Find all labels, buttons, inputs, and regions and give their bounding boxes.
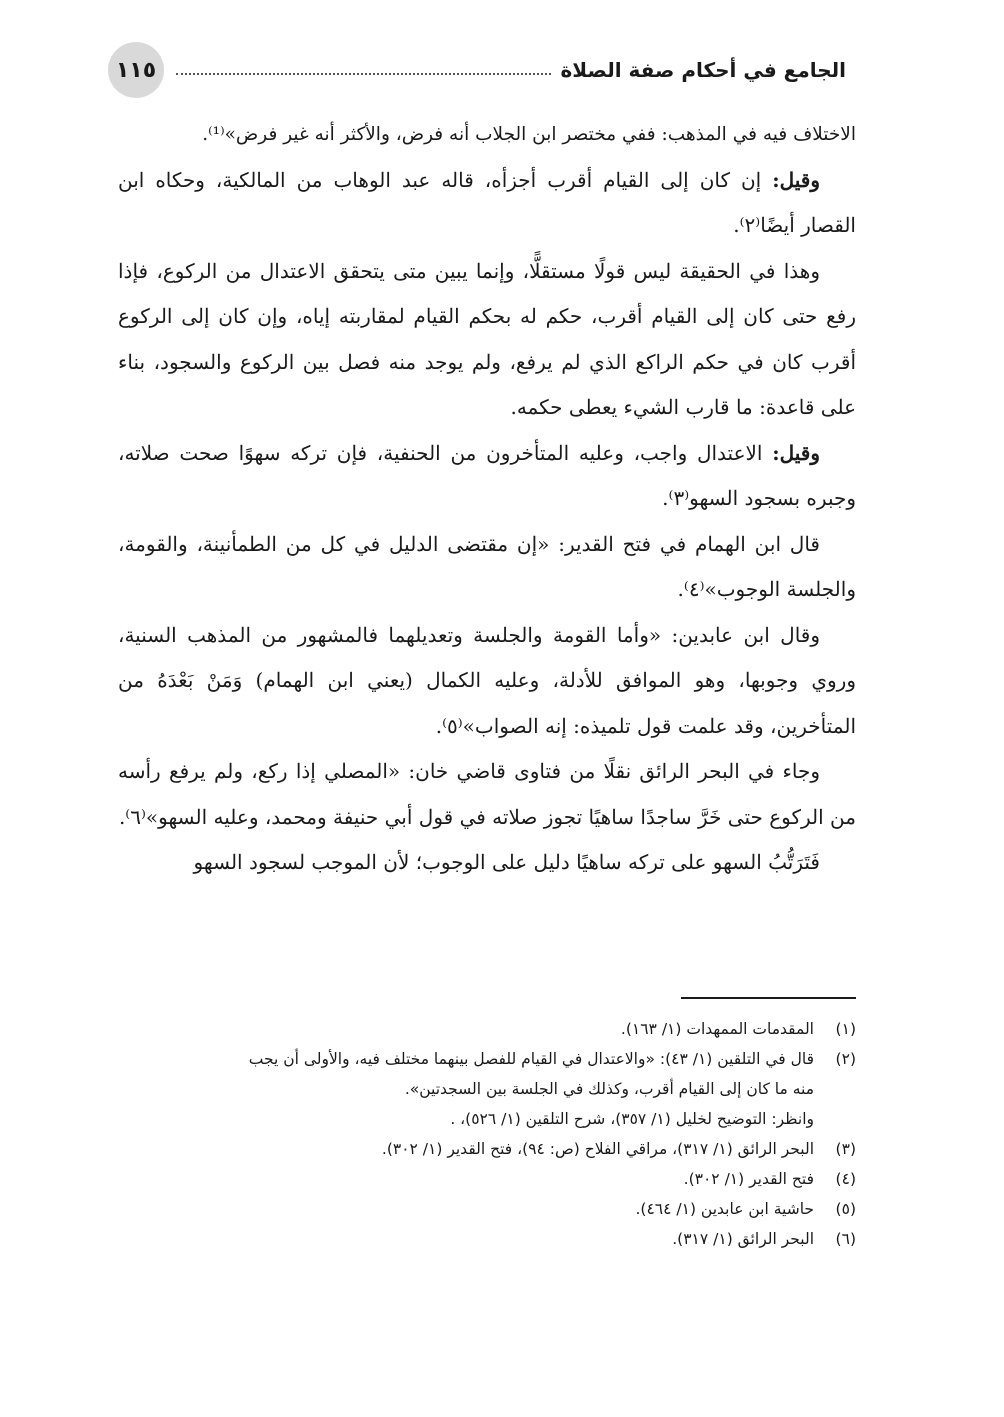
- footnote: [118, 1134, 856, 1164]
- footnote-text: [118, 1194, 814, 1224]
- footnote-line: منه ما كان إلى القيام أقرب، وكذلك في الجلسة بين السجدتين».: [404, 1080, 814, 1098]
- footnote-number: (١): [835, 1020, 856, 1038]
- main-text: [118, 112, 856, 886]
- footnotes: [118, 1014, 856, 1254]
- footnote-text: [118, 1224, 814, 1254]
- footnote-text: [118, 1014, 814, 1044]
- paragraph: وهذا في الحقيقة ليس قولًا مستقلًّا، وإنما يبين متى يتحقق الاعتدال من الركوع، فإذا رفع حتى كان إلى القيام أقرب، حكم له بحكم القيام لمقاربته إياه، وإن كان إلى الركوع أقرب كان في حكم الراكع الذي لم يرفع، ولم يوجد منه فصل بين الركوع والسجود، بناء على قاعدة: ما قارب الشيء يعطى حكمه.: [118, 258, 856, 419]
- footnote-line: البحر الرائق (١/ ٣١٧).: [672, 1230, 814, 1248]
- book-title: الجامع في أحكام صفة الصلاة: [560, 58, 846, 82]
- footnote: [118, 1224, 856, 1254]
- qila-label: وقيل:: [772, 167, 820, 192]
- running-header: [108, 42, 846, 98]
- footnote-text: [118, 1134, 814, 1164]
- footnote-line: البحر الرائق (١/ ٣١٧)، مراقي الفلاح (ص: ٩٤)، فتح القدير (١/ ٣٠٢).: [381, 1140, 814, 1158]
- paragraph-text: الاعتدال واجب، وعليه المتأخرون من الحنفية، فإن تركه سهوًا صحت صلاته، وجبره بسجود السهو⁽٣⁾.: [118, 440, 856, 510]
- paragraph: فَتَرَتُّبُ السهو على تركه ساهيًا دليل على الوجوب؛ لأن الموجب لسجود السهو: [193, 850, 820, 874]
- footnote: [118, 1164, 856, 1194]
- paragraph: [118, 431, 856, 522]
- footnote-line: قال في التلقين (١/ ٤٣): «والاعتدال في القيام للفصل بينهما مختلف فيه، والأولى أن يجب: [248, 1050, 814, 1068]
- footnote-line: حاشية ابن عابدين (١/ ٤٦٤).: [635, 1200, 814, 1218]
- footnote: [118, 1014, 856, 1044]
- footnote-number: (٢): [835, 1050, 856, 1068]
- footnote-number: (٣): [835, 1140, 856, 1158]
- paragraph: وجاء في البحر الرائق نقلًا من فتاوى قاضي خان: «المصلي إذا ركع، ولم يرفع رأسه من الركوع حتى خَرَّ ساجدًا ساهيًا تجوز صلاته في قول أبي حنيفة ومحمد، وعليه السهو»⁽٦⁾.: [118, 759, 856, 829]
- paragraph: [118, 158, 856, 249]
- footnote-text: [118, 1164, 814, 1194]
- footnote: [118, 1044, 856, 1134]
- footnote-line: المقدمات الممهدات (١/ ١٦٣).: [620, 1020, 814, 1038]
- footnote-text: [118, 1044, 814, 1134]
- footnote-line: فتح القدير (١/ ٣٠٢).: [683, 1170, 814, 1188]
- footnote-number: (٤): [835, 1170, 856, 1188]
- paragraph-text: إن كان إلى القيام أقرب أجزأه، قاله عبد الوهاب من المالكية، وحكاه ابن القصار أيضًا⁽٢⁾.: [118, 167, 856, 237]
- footnote-line: وانظر: التوضيح لخليل (١/ ٣٥٧)، شرح التلقين (١/ ٥٢٦)، .: [450, 1110, 814, 1128]
- footnote-separator: [681, 997, 856, 999]
- footnote-number: (٦): [835, 1230, 856, 1248]
- paragraph: الاختلاف فيه في المذهب: ففي مختصر ابن الجلاب أنه فرض، والأكثر أنه غير فرض»⁽¹⁾.: [202, 124, 856, 145]
- page-number: ١١٥: [108, 42, 164, 98]
- footnote-number: (٥): [835, 1200, 856, 1218]
- paragraph: وقال ابن عابدين: «وأما القومة والجلسة وتعديلهما فالمشهور من المذهب السنية، وروي وجوبها، وهو الموافق للأدلة، وعليه الكمال (يعني ابن الهمام) وَمَنْ بَعْدَهُ من المتأخرين، وقد علمت قول تلميذه: إنه الصواب»⁽٥⁾.: [118, 622, 856, 738]
- qila-label: وقيل:: [772, 440, 820, 465]
- header-dotted-leader: [176, 73, 551, 75]
- footnote: [118, 1194, 856, 1224]
- paragraph: قال ابن الهمام في فتح القدير: «إن مقتضى الدليل في كل من الطمأنينة، والقومة، والجلسة الوجوب»⁽٤⁾.: [118, 531, 856, 601]
